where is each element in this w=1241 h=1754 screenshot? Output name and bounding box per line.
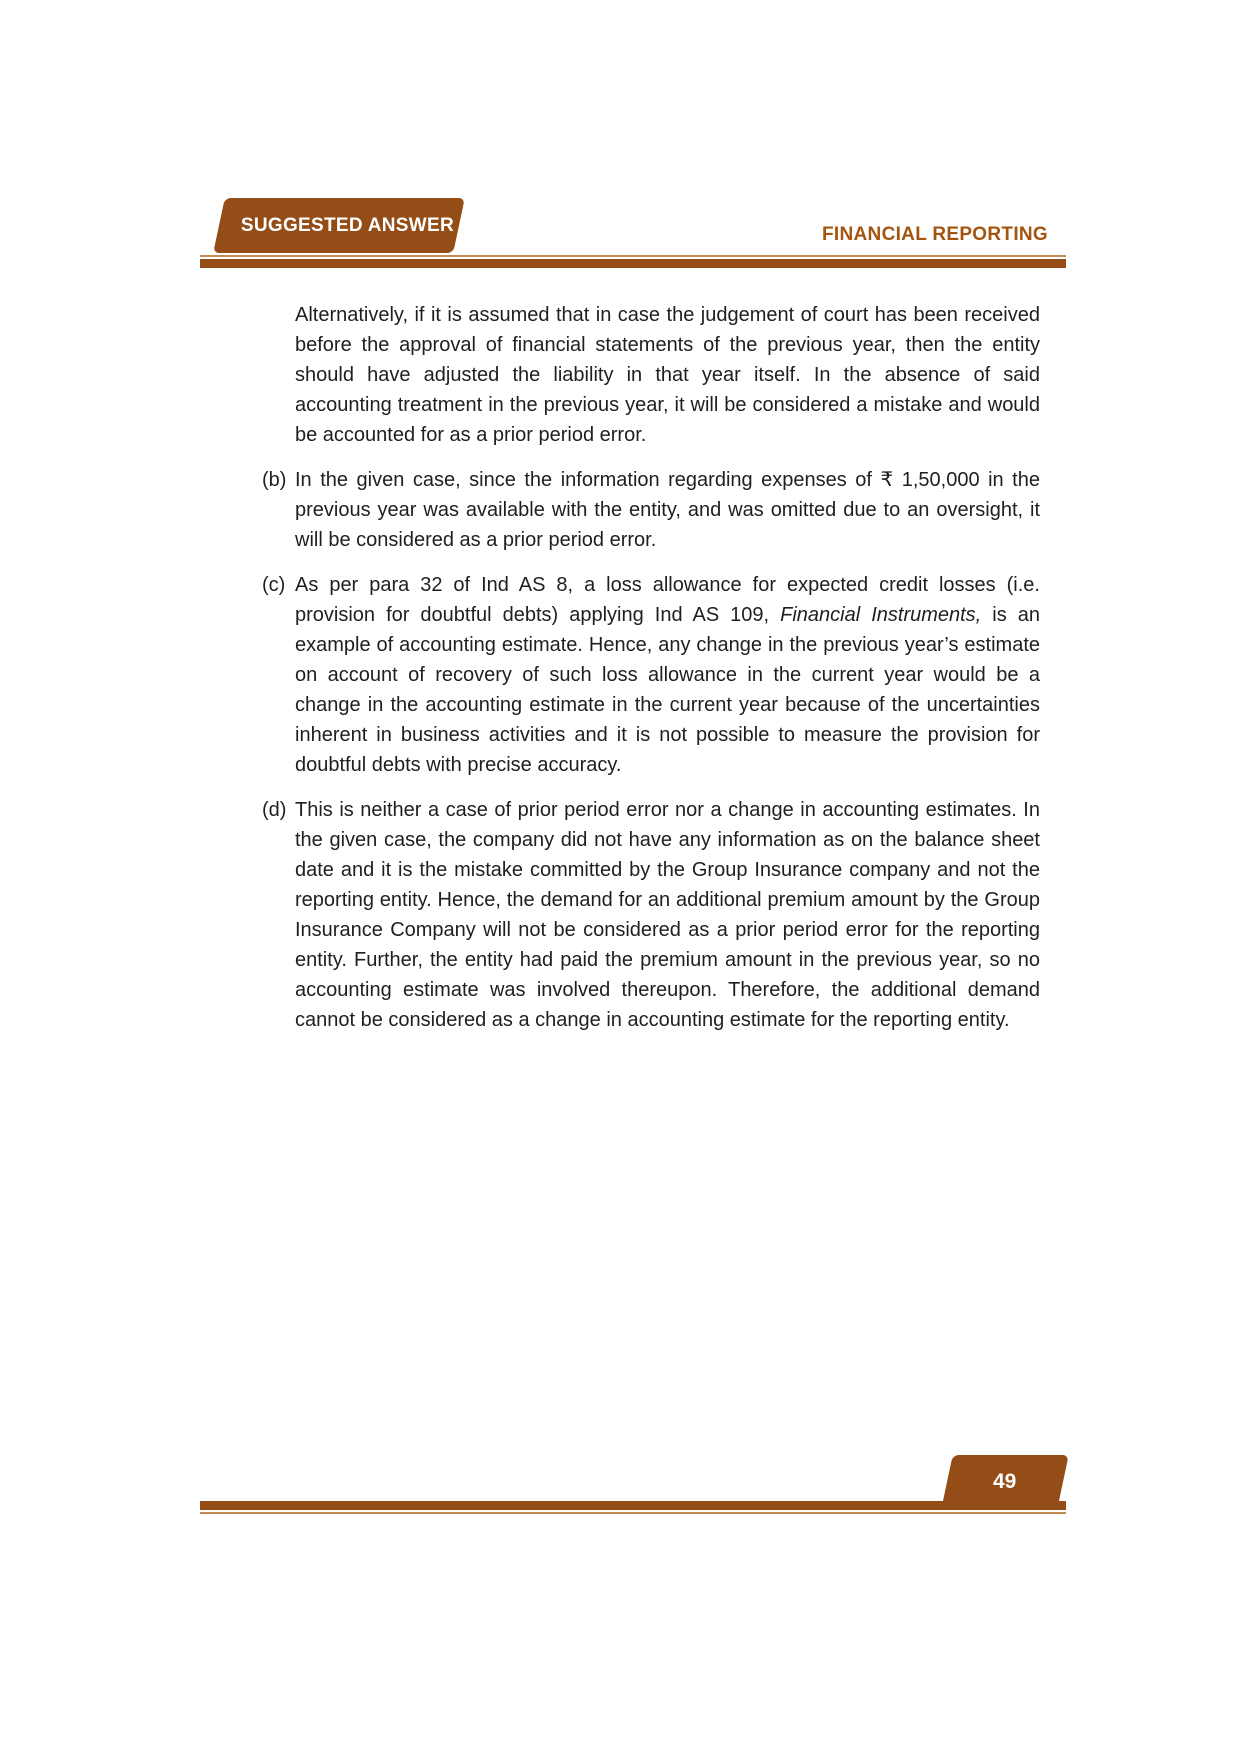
header-rule-thin — [200, 255, 1066, 257]
footer-rule-thick — [200, 1501, 1066, 1510]
item-label-b: (b) — [262, 469, 287, 491]
answer-item-b — [262, 465, 1045, 555]
intro-paragraph: Alternatively, if it is assumed that in case the judgement of court has been received before the approval of financial statements of the previous year, then the entity should have adjusted the liability in that year itself. In the absence of said accounting treatment in the previous year, it will be considered a mistake and would be accounted for as a prior period error. — [295, 304, 1040, 446]
item-text-c-segment-2: is an example of accounting estimate. Hence, any change in the previous year’s estimate on account of recovery of such loss allowance in the current year would be a change in the accounting estimate in the current year because of the uncertainties inherent in business activities and it is not possible to measure the provision for doubtful debts with precise accuracy. — [295, 604, 1040, 776]
item-text-d: This is neither a case of prior period error nor a change in accounting estimates. In the given case, the company did not have any information as on the balance sheet date and it is the mistake committed by the Group Insurance company and not the reporting entity. Hence, the demand for an additional premium amount by the Group Insurance Company will not be considered as a prior period error for the reporting entity. Further, the entity had paid the premium amount in the previous year, so no accounting estimate was involved thereupon. Therefore, the additional demand cannot be considered as a change in accounting estimate for the reporting entity. — [295, 799, 1040, 1031]
item-text-c-segment-1: As per para 32 of Ind AS 8, a loss allowance for expected credit losses (i.e. provision for doubtful debts) applying Ind AS 109, — [295, 574, 1040, 626]
footer-rule-thin — [200, 1512, 1066, 1514]
page-number-badge — [941, 1455, 1068, 1509]
item-text-b: In the given case, since the information regarding expenses of ₹ 1,50,000 in the previous year was available with the entity, and was omitted due to an oversight, it will be considered as a prior period error. — [295, 469, 1040, 551]
banner-label: SUGGESTED ANSWER — [241, 214, 455, 236]
page-number: 49 — [993, 1470, 1017, 1493]
item-text-c — [295, 570, 1040, 780]
item-text-c-segment-italic: Financial Instruments, — [780, 604, 982, 626]
answer-content — [262, 300, 1045, 1050]
answer-item-c — [262, 570, 1045, 780]
item-label-d: (d) — [262, 799, 287, 821]
item-label-c: (c) — [262, 574, 286, 596]
header-rule-thick — [200, 259, 1066, 268]
answer-item-d — [262, 795, 1045, 1035]
subject-title: FINANCIAL REPORTING — [822, 224, 1048, 245]
